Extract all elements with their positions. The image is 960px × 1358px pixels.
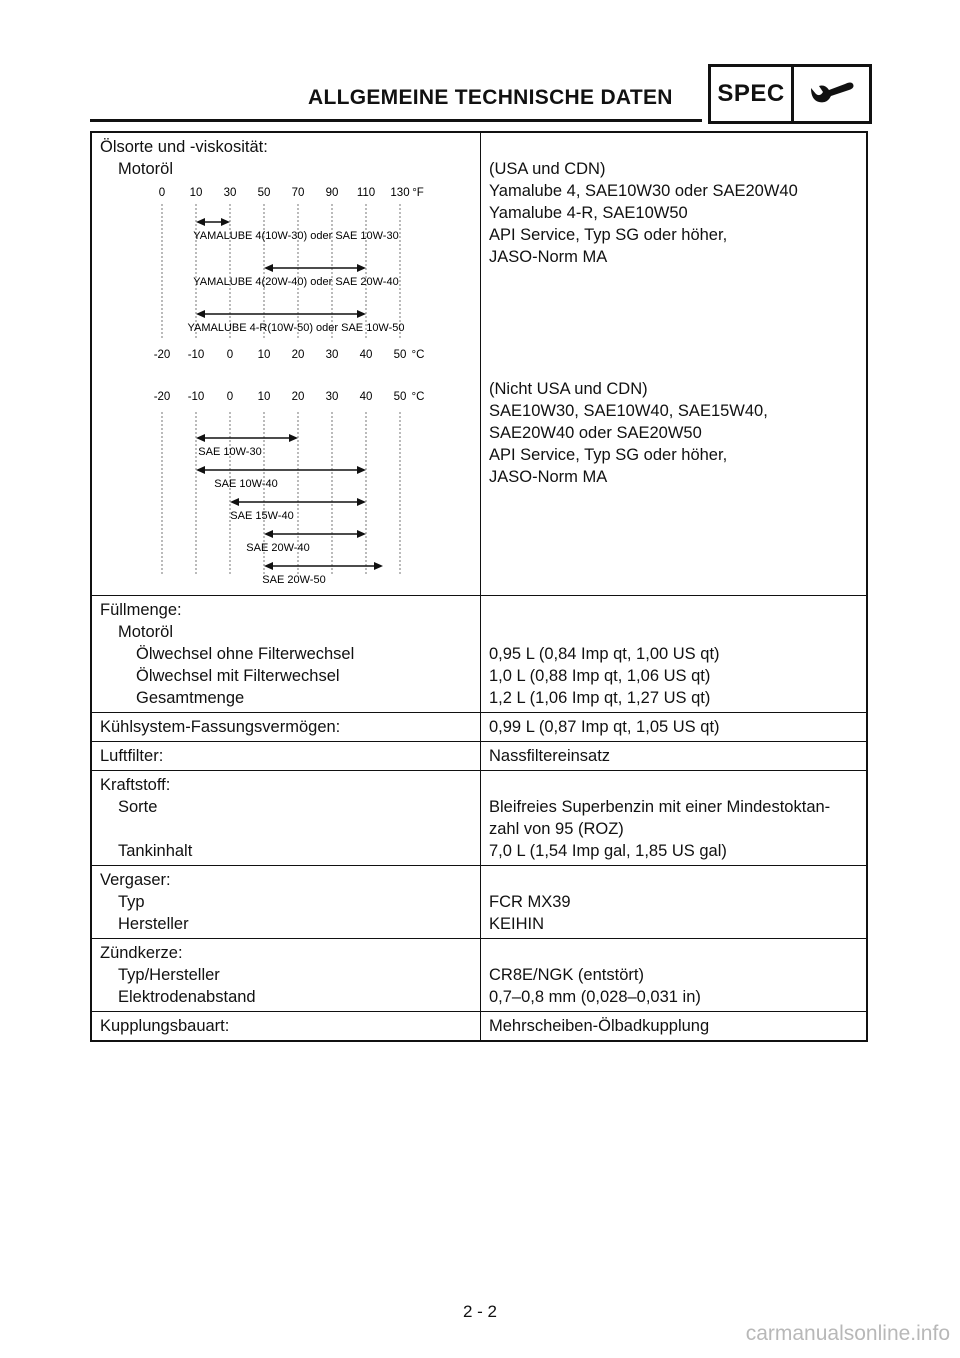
capacity-row-0-value: 0,95 L (0,84 Imp qt, 1,00 US qt) (489, 645, 720, 663)
oil-row (91, 132, 867, 596)
spec-table (90, 131, 868, 1042)
fuel-type-label: Sorte (118, 798, 158, 816)
range-bar-2-arrow-right (357, 310, 366, 318)
header-rule (90, 119, 702, 122)
range-bar-0-arrow-left (196, 434, 205, 442)
oil-label: Ölsorte und -viskosität: (100, 138, 268, 156)
oil-label-cell (91, 132, 481, 596)
air-filter-row (91, 742, 867, 771)
fuel-type-value-1: Bleifreies Superbenzin mit einer Mindestoktan- (489, 798, 831, 816)
range-bar-0-arrow-left (196, 218, 205, 226)
range-bar-1-arrow-right (357, 466, 366, 474)
series-label-1: YAMALUBE 4(20W-40) oder SAE 20W-40 (193, 276, 399, 288)
carburetor-label: Vergaser: (100, 871, 171, 889)
fuel-tank-value: 7,0 L (1,54 Imp gal, 1,85 US gal) (489, 842, 727, 860)
oil-nonusa-2: SAE20W40 oder SAE20W50 (489, 424, 702, 442)
bottom-tick-label: 30 (325, 349, 339, 361)
capacity-row-2-label: Gesamtmenge (136, 689, 245, 707)
spec-badge (708, 64, 872, 124)
coolant-row (91, 713, 867, 742)
range-bar-3-arrow-right (357, 530, 366, 538)
oil-usa-2: Yamalube 4-R, SAE10W50 (489, 204, 688, 222)
top-tick-label: -10 (187, 391, 205, 403)
fuel-tank-label: Tankinhalt (118, 842, 193, 860)
air-filter-label: Luftfilter: (91, 742, 481, 771)
top-tick-label: 30 (223, 187, 237, 199)
carburetor-maker-label: Hersteller (118, 915, 189, 933)
bottom-tick-label: 50 (393, 349, 407, 361)
top-unit-label: °C (411, 391, 425, 403)
top-tick-label: 50 (257, 187, 271, 199)
fuel-label: Kraftstoff: (100, 776, 171, 794)
top-tick-label: 20 (291, 391, 305, 403)
spark-plug-type-label: Typ/Hersteller (118, 966, 220, 984)
series-label-3: SAE 20W-40 (246, 542, 310, 554)
range-bar-0-arrow-right (289, 434, 298, 442)
carburetor-maker-value: KEIHIN (489, 915, 545, 933)
capacity-row (91, 596, 867, 713)
oil-usa-4: JASO-Norm MA (489, 248, 608, 266)
oil-chart-yamalube (100, 180, 470, 380)
capacity-row-1-label: Ölwechsel mit Filterwechsel (136, 667, 340, 685)
series-label-1: SAE 10W-40 (214, 478, 278, 490)
top-tick-label: 110 (356, 187, 376, 199)
top-tick-label: -20 (153, 391, 171, 403)
bottom-tick-label: -10 (187, 349, 205, 361)
range-bar-2-arrow-left (196, 310, 205, 318)
bottom-tick-label: 40 (359, 349, 373, 361)
spark-plug-gap-label: Elektrodenabstand (118, 988, 256, 1006)
wrench-icon (794, 67, 869, 121)
clutch-value: Mehrscheiben-Ölbadkupplung (481, 1012, 868, 1042)
page-header-title: ALLGEMEINE TECHNISCHE DATEN (308, 86, 673, 109)
top-tick-label: 130 (390, 187, 410, 199)
carburetor-type-value: FCR MX39 (489, 893, 571, 911)
oil-chart-sae (100, 386, 470, 586)
capacity-row-1-value: 1,0 L (0,88 Imp qt, 1,06 US qt) (489, 667, 711, 685)
oil-charts (100, 180, 470, 592)
carburetor-type-label: Typ (118, 893, 145, 911)
bottom-tick-label: 10 (257, 349, 271, 361)
range-bar-1-arrow-left (196, 466, 205, 474)
spark-plug-row (91, 939, 867, 1012)
clutch-label: Kupplungsbauart: (91, 1012, 481, 1042)
series-label-0: YAMALUBE 4(10W-30) oder SAE 10W-30 (193, 230, 399, 242)
oil-usa-1: Yamalube 4, SAE10W30 oder SAE20W40 (489, 182, 798, 200)
series-label-2: SAE 15W-40 (230, 510, 294, 522)
capacity-row-2-value: 1,2 L (1,06 Imp qt, 1,27 US qt) (489, 689, 711, 707)
oil-sub-label: Motoröl (118, 160, 174, 178)
fuel-type-value-2: zahl von 95 (ROZ) (489, 820, 624, 838)
range-bar-2-arrow-right (357, 498, 366, 506)
range-bar-1-arrow-right (357, 264, 366, 272)
oil-usa-3: API Service, Typ SG oder höher, (489, 226, 728, 244)
top-tick-label: 50 (393, 391, 407, 403)
top-tick-label: 10 (189, 187, 203, 199)
capacity-label: Füllmenge: (100, 601, 182, 619)
air-filter-value: Nassfiltereinsatz (481, 742, 868, 771)
range-bar-0-arrow-right (221, 218, 230, 226)
fuel-row (91, 771, 867, 866)
series-label-2: YAMALUBE 4-R(10W-50) oder SAE 10W-50 (187, 322, 405, 334)
bottom-tick-label: 20 (291, 349, 305, 361)
capacity-sub-label: Motoröl (118, 623, 174, 641)
spark-plug-gap-value: 0,7–0,8 mm (0,028–0,031 in) (489, 988, 701, 1006)
range-bar-1-arrow-left (264, 264, 273, 272)
oil-value-cell (481, 132, 868, 596)
coolant-value: 0,99 L (0,87 Imp qt, 1,05 US qt) (481, 713, 868, 742)
range-bar-4-arrow-left (264, 562, 273, 570)
oil-nonusa-3: API Service, Typ SG oder höher, (489, 446, 728, 464)
top-tick-label: 30 (325, 391, 339, 403)
oil-nonusa-0: (Nicht USA und CDN) (489, 380, 648, 398)
coolant-label: Kühlsystem-Fassungsvermögen: (91, 713, 481, 742)
top-tick-label: 0 (226, 391, 234, 403)
top-tick-label: 10 (257, 391, 271, 403)
spec-label: SPEC (711, 67, 794, 121)
capacity-row-0-label: Ölwechsel ohne Filterwechsel (136, 645, 355, 663)
bottom-unit-label: °C (411, 349, 425, 361)
carburetor-row (91, 866, 867, 939)
bottom-tick-label: 0 (226, 349, 234, 361)
range-bar-4-arrow-right (374, 562, 383, 570)
series-label-0: SAE 10W-30 (198, 446, 262, 458)
spark-plug-label: Zündkerze: (100, 944, 183, 962)
range-bar-2-arrow-left (230, 498, 239, 506)
top-tick-label: 40 (359, 391, 373, 403)
oil-nonusa-4: JASO-Norm MA (489, 468, 608, 486)
oil-nonusa-1: SAE10W30, SAE10W40, SAE15W40, (489, 402, 768, 420)
top-tick-label: 70 (291, 187, 305, 199)
top-unit-label: °F (412, 187, 424, 199)
top-tick-label: 90 (325, 187, 339, 199)
range-bar-3-arrow-left (264, 530, 273, 538)
spark-plug-type-value: CR8E/NGK (entstört) (489, 966, 644, 984)
bottom-tick-label: -20 (153, 349, 171, 361)
series-label-4: SAE 20W-50 (262, 574, 326, 586)
top-tick-label: 0 (158, 187, 166, 199)
clutch-row (91, 1012, 867, 1042)
watermark: carmanualsonline.info (745, 1322, 950, 1345)
page-number: 2 - 2 (462, 1302, 498, 1321)
oil-usa-0: (USA und CDN) (489, 160, 606, 178)
